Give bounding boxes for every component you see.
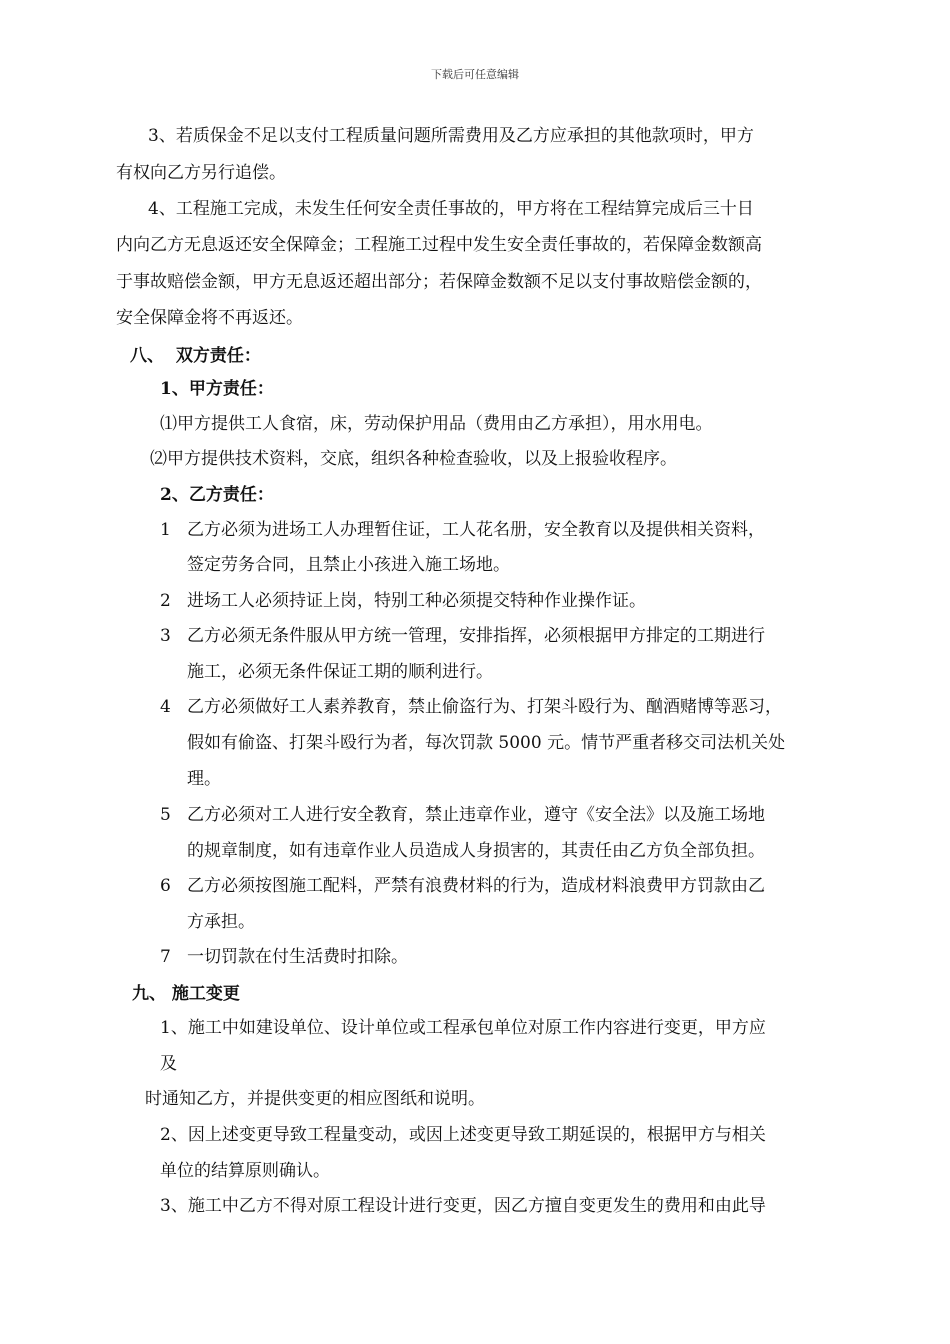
list-item — [160, 590, 646, 612]
paragraph-line: 及 — [160, 1054, 177, 1074]
subsection-heading: 2、乙方责任： — [160, 485, 274, 505]
list-item-continuation: 签定劳务合同，且禁止小孩进入施工场地。 — [187, 555, 510, 575]
section-heading: 九、 施工变更 — [132, 984, 240, 1004]
list-item-text: 乙方必须为进场工人办理暂住证，工人花名册，安全教育以及提供相关资料， — [187, 520, 765, 540]
paragraph-line: 内向乙方无息返还安全保障金；工程施工过程中发生安全责任事故的，若保障金数额高 — [116, 235, 762, 255]
list-item-continuation: 施工，必须无条件保证工期的顺利进行。 — [187, 662, 493, 682]
list-item-number: 3 — [160, 626, 171, 646]
list-item — [160, 625, 765, 647]
paragraph-line: 于事故赔偿金额，甲方无息返还超出部分；若保障金数额不足以支付事故赔偿金额的， — [116, 272, 762, 292]
list-item: ⑴甲方提供工人食宿，床，劳动保护用品（费用由乙方承担），用水用电。 — [160, 414, 713, 434]
list-item-text: 乙方必须做好工人素养教育，禁止偷盗行为、打架斗殴行为、酗酒赌博等恶习， — [187, 697, 782, 717]
list-item-continuation: 假如有偷盗、打架斗殴行为者，每次罚款 5000 元。情节严重者移交司法机关处 — [187, 733, 786, 753]
list-item — [160, 875, 765, 897]
list-item-continuation: 方承担。 — [187, 912, 255, 932]
list-item — [160, 696, 782, 718]
section-heading: 八、 双方责任： — [130, 346, 261, 366]
list-item-text: 乙方必须按图施工配料，严禁有浪费材料的行为，造成材料浪费甲方罚款由乙 — [187, 876, 765, 896]
list-item-number: 1 — [160, 520, 171, 540]
paragraph-line: 1、施工中如建设单位、设计单位或工程承包单位对原工作内容进行变更，甲方应 — [160, 1018, 766, 1038]
paragraph-line: 时通知乙方，并提供变更的相应图纸和说明。 — [145, 1089, 485, 1109]
paragraph-line: 安全保障金将不再返还。 — [116, 308, 303, 328]
list-item-number: 6 — [160, 876, 171, 896]
paragraph-line: 3、施工中乙方不得对原工程设计进行变更，因乙方擅自变更发生的费用和由此导 — [160, 1196, 766, 1216]
list-item-text: 一切罚款在付生活费时扣除。 — [187, 947, 408, 967]
list-item-text: 进场工人必须持证上岗，特别工种必须提交特种作业操作证。 — [187, 591, 646, 611]
list-item — [160, 519, 765, 541]
list-item: ⑵甲方提供技术资料，交底，组织各种检查验收，以及上报验收程序。 — [150, 449, 677, 469]
page-header: 下载后可任意编辑 — [431, 68, 519, 81]
list-item — [160, 804, 765, 826]
list-item-text: 乙方必须对工人进行安全教育，禁止违章作业，遵守《安全法》以及施工场地 — [187, 805, 765, 825]
list-item-number: 2 — [160, 591, 171, 611]
list-item-number: 7 — [160, 947, 171, 967]
paragraph-line: 3、若质保金不足以支付工程质量问题所需费用及乙方应承担的其他款项时，甲方 — [148, 126, 754, 146]
paragraph-line: 2、因上述变更导致工程量变动，或因上述变更导致工期延误的，根据甲方与相关 — [160, 1125, 766, 1145]
list-item-continuation: 的规章制度，如有违章作业人员造成人身损害的，其责任由乙方负全部负担。 — [187, 841, 765, 861]
list-item — [160, 946, 408, 968]
paragraph-line: 有权向乙方另行追偿。 — [116, 163, 286, 183]
paragraph-line: 单位的结算原则确认。 — [160, 1161, 330, 1181]
list-item-text: 乙方必须无条件服从甲方统一管理，安排指挥，必须根据甲方排定的工期进行 — [187, 626, 765, 646]
subsection-heading: 1、甲方责任： — [160, 379, 274, 399]
list-item-continuation: 理。 — [187, 769, 221, 789]
list-item-number: 5 — [160, 805, 171, 825]
paragraph-line: 4、工程施工完成，未发生任何安全责任事故的，甲方将在工程结算完成后三十日 — [148, 199, 754, 219]
list-item-number: 4 — [160, 697, 171, 717]
